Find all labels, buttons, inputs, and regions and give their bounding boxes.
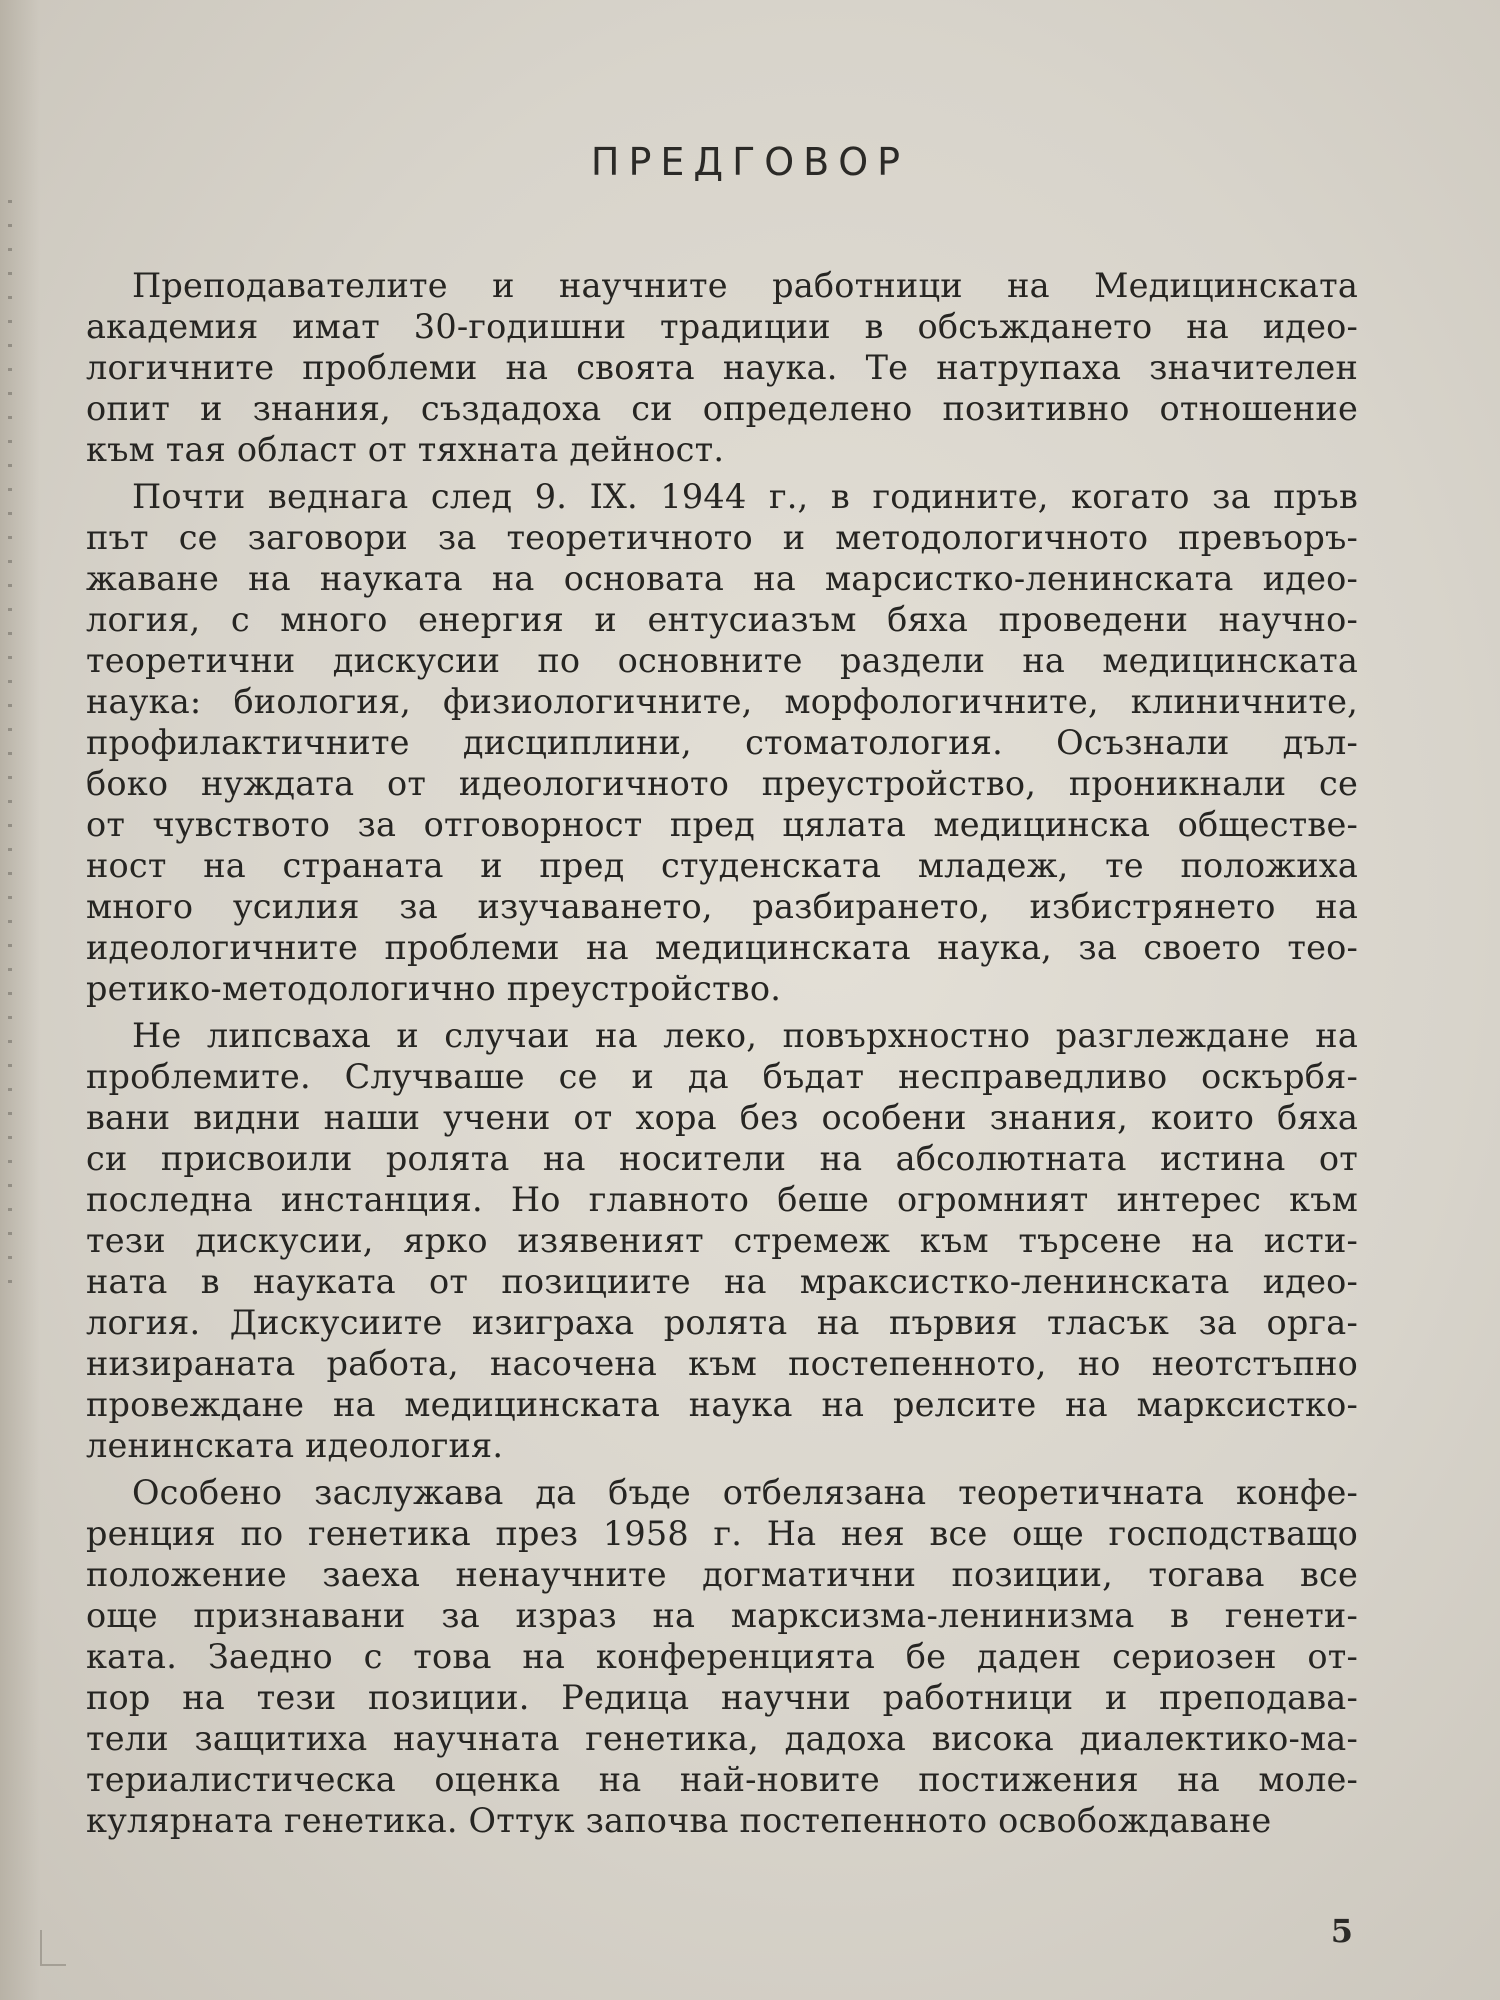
paragraph (86, 1472, 1358, 1841)
text-line: вани видни наши учени от хора без особени знания, които бяха (86, 1098, 1358, 1137)
text-line: тези дискусии, ярко изявеният стремеж към търсене на исти- (86, 1221, 1358, 1260)
text-line: провеждане на медицинската наука на релсите на марксистко- (86, 1385, 1358, 1424)
text-line: наука: биология, физиологичните, морфологичните, клиничните, (86, 682, 1358, 721)
text-line: профилактичните дисциплини, стоматология. Осъзнали дъл- (86, 723, 1358, 762)
text-line: академия имат 30-годишни традиции в обсъждането на идео- (86, 307, 1358, 346)
corner-mark (40, 1930, 66, 1966)
text-line: още признавани за израз на марксизма-ленинизма в генети- (86, 1596, 1358, 1635)
text-line: ренция по генетика през 1958 г. На нея все още господстващо (86, 1514, 1358, 1553)
text-line: теоретични дискусии по основните раздели на медицинската (86, 641, 1358, 680)
text-line: идеологичните проблеми на медицинската наука, за своето тео- (86, 928, 1358, 967)
text-line: кулярната генетика. Оттук започва постепенното освобождаване (86, 1801, 1272, 1840)
binding-stitches (8, 200, 12, 1300)
text-line: Преподавателите и научните работници на Медицинската (132, 266, 1358, 305)
text-line: Не липсваха и случаи на леко, повърхностно разглеждане на (132, 1016, 1358, 1055)
text-line: жаване на науката на основата на марсистко-ленинската идео- (86, 559, 1358, 598)
body-text (86, 265, 1358, 1847)
text-line: логичните проблеми на своята наука. Те натрупаха значителен (86, 348, 1358, 387)
text-line: проблемите. Случваше се и да бъдат несправедливо оскърбя- (86, 1057, 1358, 1096)
text-line: ката. Заедно с това на конференцията бе даден сериозен от- (86, 1637, 1358, 1676)
text-line: си присвоили ролята на носители на абсолютната истина от (86, 1139, 1358, 1178)
text-line: тели защитиха научната генетика, дадоха висока диалектико-ма- (86, 1719, 1358, 1758)
text-line: логия, с много енергия и ентусиазъм бяха проведени научно- (86, 600, 1358, 639)
text-line: към тая област от тяхната дейност. (86, 430, 725, 469)
text-line: логия. Дискусиите изиграха ролята на първия тласък за орга- (86, 1303, 1358, 1342)
text-line: ност на страната и пред студенската младеж, те положиха (86, 846, 1358, 885)
paragraph (86, 265, 1358, 470)
text-line: Особено заслужава да бъде отбелязана теоретичната конфе- (132, 1473, 1358, 1512)
text-line: ретико-методологично преустройство. (86, 969, 782, 1008)
text-line: ленинската идеология. (86, 1426, 504, 1465)
text-line: Почти веднага след 9. IX. 1944 г., в годините, когато за пръв (132, 477, 1358, 516)
text-line: от чувството за отговорност пред цялата медицинска обществе- (86, 805, 1358, 844)
text-line: боко нуждата от идеологичното преустройство, проникнали се (86, 764, 1358, 803)
text-line: положение заеха ненаучните догматични позиции, тогава все (86, 1555, 1358, 1594)
text-line: низираната работа, насочена към постепенното, но неотстъпно (86, 1344, 1358, 1383)
text-line: път се заговори за теоретичното и методологичното превъоръ- (86, 518, 1358, 557)
text-line: териалистическа оценка на най-новите постижения на моле- (86, 1760, 1358, 1799)
text-line: последна инстанция. Но главното беше огромният интерес към (86, 1180, 1358, 1219)
page-number: 5 (1330, 1912, 1353, 1950)
text-line: ната в науката от позициите на мраксистко-ленинската идео- (86, 1262, 1358, 1301)
text-line: много усилия за изучаването, разбирането, избистрянето на (86, 887, 1358, 926)
paragraph (86, 1015, 1358, 1466)
text-line: пор на тези позиции. Редица научни работници и преподава- (86, 1678, 1358, 1717)
paragraph (86, 476, 1358, 1009)
text-line: опит и знания, създадоха си определено позитивно отношение (86, 389, 1358, 428)
page-heading: ПРЕДГОВОР (590, 140, 910, 184)
